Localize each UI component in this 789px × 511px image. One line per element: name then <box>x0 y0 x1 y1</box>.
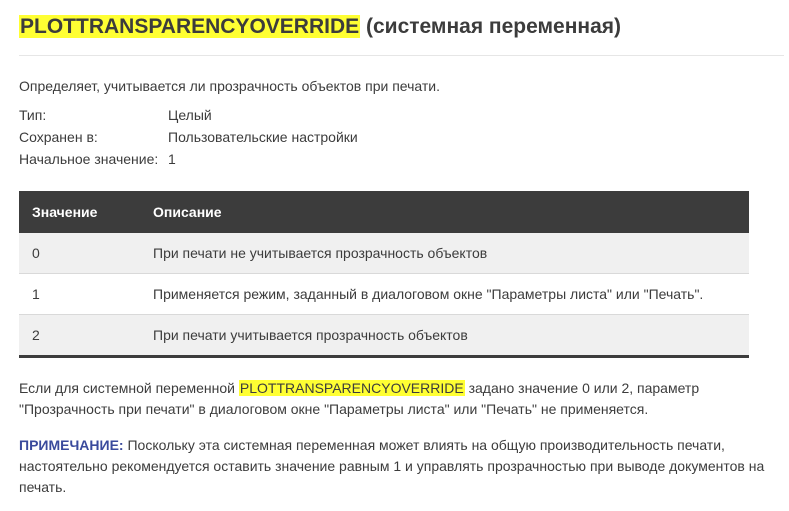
property-value: 1 <box>168 151 176 167</box>
usage-paragraph <box>19 378 784 420</box>
cell-value: 0 <box>32 245 40 261</box>
property-value: Целый <box>168 107 212 123</box>
variable-name-highlight: PLOTTRANSPARENCYOVERRIDE <box>239 380 464 396</box>
variable-name-highlight: PLOTTRANSPARENCYOVERRIDE <box>20 15 360 38</box>
cell-description: При печати не учитывается прозрачность объектов <box>153 245 488 261</box>
property-key: Сохранен в: <box>19 129 98 145</box>
column-header-value: Значение <box>32 204 98 220</box>
description: Определяет, учитывается ли прозрачность объектов при печати. <box>19 78 441 94</box>
table-header <box>19 191 749 233</box>
property-key: Начальное значение: <box>19 151 159 167</box>
table-row <box>19 274 749 315</box>
values-table <box>19 191 749 358</box>
cell-description: При печати учитывается прозрачность объектов <box>153 327 468 343</box>
note-text: Поскольку эта системная переменная может влиять на общую производительность печати, настоятельно рекомендуется оставить значение равным 1 и управлять прозрачностью при выводе документов на печать. <box>19 437 765 495</box>
property-key: Тип: <box>19 107 47 123</box>
paragraph-text-after: задано значение 0 или 2, параметр "Прозрачность при печати" в диалоговом окне "Параметры листа" или "Печать" не применяется. <box>19 380 700 417</box>
cell-value: 1 <box>32 286 40 302</box>
property-value: Пользовательские настройки <box>168 129 358 145</box>
cell-value: 2 <box>32 327 40 343</box>
cell-description: Применяется режим, заданный в диалоговом окне "Параметры листа" или "Печать". <box>153 286 704 302</box>
table-row <box>19 315 749 358</box>
note-paragraph <box>19 435 784 498</box>
note-label: ПРИМЕЧАНИЕ: <box>19 437 124 453</box>
column-header-description: Описание <box>153 204 222 220</box>
page-title <box>19 13 621 41</box>
title-suffix: (системная переменная) <box>365 15 622 38</box>
table-row <box>19 233 749 274</box>
paragraph-text-before: Если для системной переменной <box>19 380 239 396</box>
title-divider <box>19 55 784 56</box>
